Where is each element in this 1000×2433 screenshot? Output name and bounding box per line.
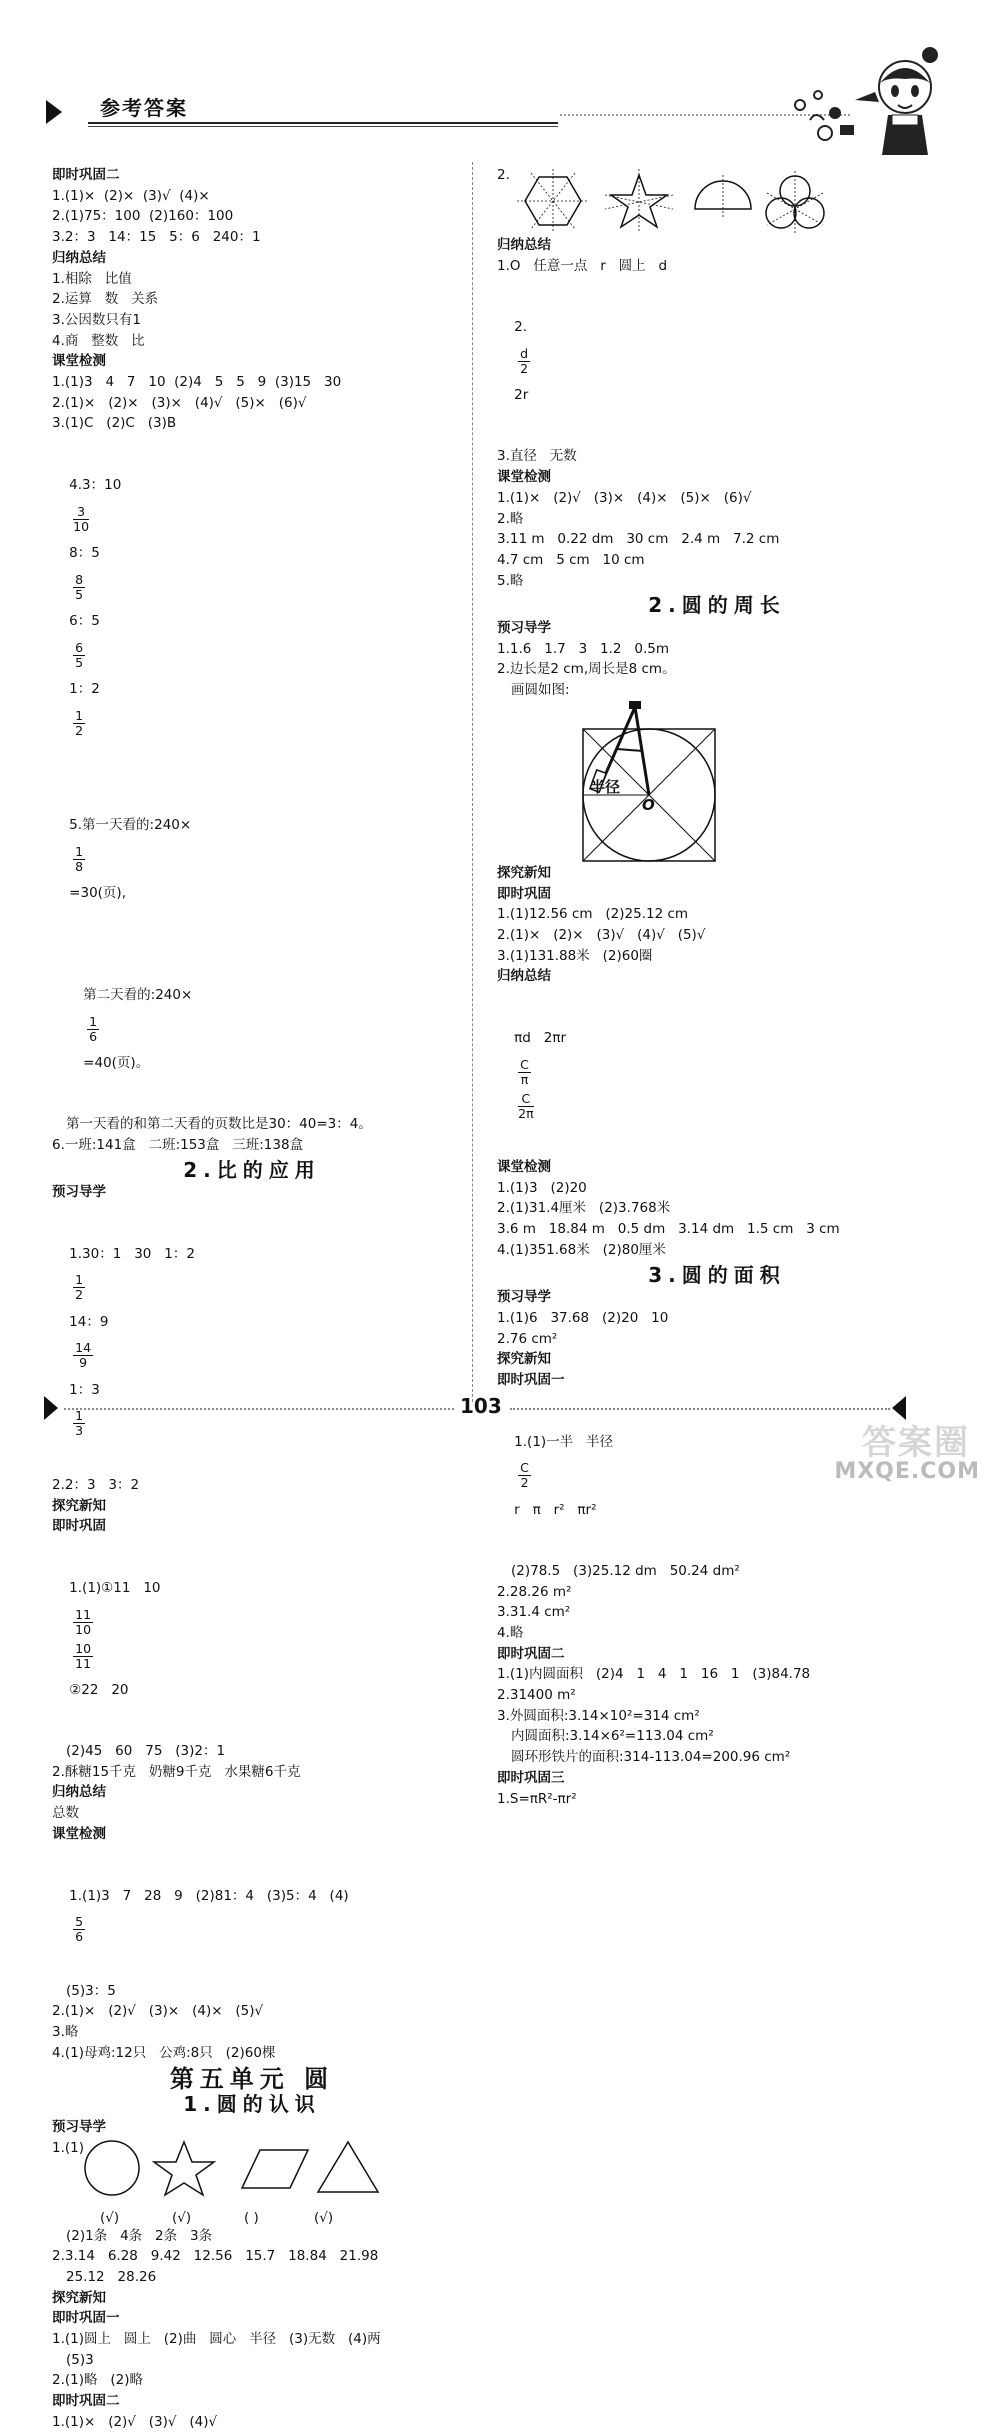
answer-line: 2.28.26 m² xyxy=(497,1583,572,1600)
fraction: $\frac{8}{5}$ xyxy=(75,571,84,602)
answer-text: 1.(1)3 7 28 9 (2)81：4 (3)5：4 (4) xyxy=(69,1887,349,1904)
left-column xyxy=(52,165,452,2433)
answer-line: 1.相除 比值 xyxy=(52,270,132,287)
answer-line: 1.(1)6 37.68 (2)20 10 xyxy=(497,1309,669,1326)
answer-line: 3.31.4 cm² xyxy=(497,1604,571,1621)
answer-line: (5)3 xyxy=(66,2351,94,2368)
answer-line-fractions xyxy=(52,1537,452,1741)
section-heading: 课堂检测 xyxy=(497,1159,551,1176)
answer-line: 4.(1)母鸡:12只 公鸡:8只 (2)60棵 xyxy=(52,2044,276,2061)
answer-text: 1.(1)一半 半径 xyxy=(514,1433,614,1450)
answer-line: (2)78.5 (3)25.12 dm 50.24 dm² xyxy=(511,1562,740,1579)
answer-text: =40(页)。 xyxy=(83,1055,150,1072)
section-heading: 即时巩固二 xyxy=(497,1645,565,1662)
answer-text: 2r xyxy=(514,387,529,404)
answer-line: 3.11 m 0.22 dm 30 cm 2.4 m 7.2 cm xyxy=(497,531,780,548)
answer-line: 2.3.14 6.28 9.42 12.56 15.7 18.84 21.98 xyxy=(52,2248,379,2265)
answer-line: 1.(1)12.56 cm (2)25.12 cm xyxy=(497,906,689,923)
figure-row xyxy=(497,165,937,235)
fraction: $\frac{1}{6}$ xyxy=(89,1013,98,1044)
answer-line: 第一天看的和第二天看的页数比是30：40=3：4。 xyxy=(66,1116,372,1133)
fraction: $\frac{1}{3}$ xyxy=(75,1408,84,1439)
answer-line: 4.商 整数 比 xyxy=(52,332,145,349)
header-rule-thin xyxy=(88,126,558,127)
header-title: 参考答案 xyxy=(100,96,188,120)
answer-line-fractions xyxy=(52,774,452,944)
shape-marks xyxy=(52,2208,452,2226)
answer-line: 2.运算 数 关系 xyxy=(52,291,159,308)
answer-line: 画圆如图: xyxy=(511,682,570,699)
mark: ( ) xyxy=(244,2209,259,2226)
answer-line: 25.12 28.26 xyxy=(66,2268,157,2285)
answer-text: 14：9 xyxy=(69,1313,109,1330)
answer-line: (2)45 60 75 (3)2：1 xyxy=(66,1743,226,1760)
answer-text: 1：3 xyxy=(69,1381,100,1398)
answer-line: 6.一班:141盒 二班:153盒 三班:138盒 xyxy=(52,1136,304,1153)
section-heading: 归纳总结 xyxy=(497,968,551,985)
answer-line: 2.2：3 3：2 xyxy=(52,1476,140,1493)
fraction: $\frac{1}{2}$ xyxy=(75,707,84,738)
section-heading: 课堂检测 xyxy=(52,1825,106,1842)
section-heading: 归纳总结 xyxy=(497,237,551,253)
triangle-shape xyxy=(318,2142,378,2192)
section-heading: 预习导学 xyxy=(497,620,551,637)
answer-line-fractions xyxy=(52,1845,452,1981)
answer-text: ②22 20 xyxy=(69,1682,129,1699)
page-header xyxy=(40,92,840,128)
answer-line: 2.(1)31.4厘米 (2)3.768米 xyxy=(497,1200,671,1217)
section-heading: 即时巩固二 xyxy=(52,167,120,183)
section-heading: 即时巩固二 xyxy=(52,2393,120,2410)
section-title: 2.比的应用 xyxy=(183,1157,321,1182)
radius-label: 半径 xyxy=(590,777,621,796)
answer-line: 2.(1)× (2)× (3)× (4)√ (5)× (6)√ xyxy=(52,394,307,411)
answer-line-fractions xyxy=(497,987,937,1157)
answer-text: 1.30：1 30 1：2 xyxy=(69,1245,195,1262)
answer-text: 8：5 xyxy=(69,545,100,562)
mark: (√) xyxy=(100,2209,120,2226)
answer-text: 2. xyxy=(514,319,528,336)
section-heading: 探究新知 xyxy=(52,1497,106,1514)
fraction: $\frac{14}{9}$ xyxy=(75,1340,92,1371)
answer-line: 3.(1)131.88米 (2)60圈 xyxy=(497,947,653,964)
section-heading: 探究新知 xyxy=(497,1351,551,1368)
mark: (√) xyxy=(314,2209,334,2226)
column-divider xyxy=(472,162,473,1402)
compass-top-icon xyxy=(629,701,641,709)
footer-dotted-rule xyxy=(510,1408,890,1410)
section-title: 3.圆的面积 xyxy=(648,1262,786,1287)
fraction: $\frac{3}{10}$ xyxy=(73,503,90,534)
section-heading: 课堂检测 xyxy=(52,353,106,370)
answer-line: 1.(1)× (2)√ (3)× (4)× (5)× (6)√ xyxy=(497,489,752,506)
answer-text: 1.(1) xyxy=(52,2139,85,2156)
answer-line: 2.31400 m² xyxy=(497,1687,576,1704)
fraction: $\frac{11}{10}$ xyxy=(75,1606,92,1637)
answer-text: 第二天看的:240× xyxy=(83,987,193,1004)
answer-text: =30(页), xyxy=(69,885,126,902)
header-rule xyxy=(88,122,558,124)
answer-text: 2. xyxy=(497,167,510,183)
unit-title: 第五单元 圆 xyxy=(169,2064,335,2094)
fraction: $\frac{5}{6}$ xyxy=(75,1914,84,1945)
answer-line: 3.2：3 14：15 5：6 240：1 xyxy=(52,229,261,246)
answer-line: 1.O 任意一点 r 圆上 d xyxy=(497,257,668,274)
header-triangle-icon xyxy=(46,100,62,124)
fraction: $\frac{C}{2}$ xyxy=(520,1460,529,1491)
answer-line: 1.S=πR²-πr² xyxy=(497,1790,577,1807)
answer-line: 1.(1)3 4 7 10 (2)4 5 5 9 (3)15 30 xyxy=(52,374,342,391)
circle-shape xyxy=(85,2141,139,2195)
section-heading: 探究新知 xyxy=(497,864,551,881)
answer-line: 3.直径 无数 xyxy=(497,448,577,465)
answer-line: 3.略 xyxy=(52,2023,79,2040)
answer-text: 6：5 xyxy=(69,613,100,630)
section-heading: 预习导学 xyxy=(52,1184,106,1201)
star-shape xyxy=(154,2142,214,2195)
watermark-text: 答案圈 xyxy=(862,1423,970,1463)
answer-line: 1.(1)× (2)√ (3)√ (4)√ xyxy=(52,2413,218,2430)
answer-line: 4.7 cm 5 cm 10 cm xyxy=(497,551,645,568)
compass-figure xyxy=(497,701,937,863)
watermark-url: MXQE.COM xyxy=(834,1459,980,1484)
circle-shape xyxy=(766,198,796,228)
page-number: 103 xyxy=(460,1394,502,1418)
section-title: 1.圆的认识 xyxy=(183,2092,321,2117)
answer-line: 圆环形铁片的面积:314-113.04=200.96 cm² xyxy=(511,1749,791,1766)
section-heading: 归纳总结 xyxy=(52,1784,106,1801)
answer-line: (2)1条 4条 2条 3条 xyxy=(66,2227,213,2244)
fraction: $\frac{6}{5}$ xyxy=(75,639,84,670)
answer-line: 3.(1)C (2)C (3)B xyxy=(52,415,177,432)
answer-line: 1.1.6 1.7 3 1.2 0.5m xyxy=(497,640,669,657)
answer-line: 3.外圆面积:3.14×10²=314 cm² xyxy=(497,1707,700,1724)
answer-line: 2.(1)略 (2)略 xyxy=(52,2372,143,2389)
section-heading: 预习导学 xyxy=(52,2118,106,2135)
fraction: $\frac{1}{2}$ xyxy=(75,1272,84,1303)
fraction: $\frac{1}{8}$ xyxy=(75,843,84,874)
answer-line: 2.(1)75：100 (2)160：100 xyxy=(52,208,234,225)
fraction: $\frac{10}{11}$ xyxy=(75,1640,92,1671)
mark: (√) xyxy=(172,2209,192,2226)
section-heading: 归纳总结 xyxy=(52,249,106,266)
right-column xyxy=(497,165,937,1809)
answer-text: 1：2 xyxy=(69,681,100,698)
section-heading: 即时巩固一 xyxy=(52,2310,120,2327)
section-heading: 即时巩固一 xyxy=(497,1372,565,1389)
center-label: O xyxy=(642,795,655,814)
answer-line: 3.6 m 18.84 m 0.5 dm 3.14 dm 1.5 cm 3 cm xyxy=(497,1221,840,1238)
fraction: $\frac{d}{2}$ xyxy=(520,345,529,376)
footer-left-triangle-icon xyxy=(44,1396,58,1420)
mascot-girl-icon xyxy=(780,45,940,160)
answer-line: (5)3：5 xyxy=(66,1982,116,1999)
watermark-logo xyxy=(740,1415,980,1485)
answer-line-fractions xyxy=(497,276,937,446)
answer-line: 1.(1)内圆面积 (2)4 1 4 1 16 1 (3)84.78 xyxy=(497,1666,811,1683)
answer-text: 4.3：10 xyxy=(69,477,122,494)
answer-line: 2.76 cm² xyxy=(497,1330,558,1347)
answer-text: 5.第一天看的:240× xyxy=(69,817,192,834)
answer-line: 2.略 xyxy=(497,510,524,527)
section-title: 2.圆的周长 xyxy=(648,593,786,618)
answer-line: 4.(1)351.68米 (2)80厘米 xyxy=(497,1241,666,1258)
symmetry-figures xyxy=(517,169,857,239)
answer-line: 1.(1)圆上 圆上 (2)曲 圆心 半径 (3)无数 (4)两 xyxy=(52,2331,381,2348)
section-heading: 即时巩固 xyxy=(52,1518,106,1535)
answer-line: 4.略 xyxy=(497,1624,524,1641)
answer-line: 2.边长是2 cm,周长是8 cm。 xyxy=(497,661,676,678)
answer-line: 1.(1)× (2)× (3)√ (4)× xyxy=(52,187,210,204)
section-heading: 课堂检测 xyxy=(497,469,551,486)
answer-line: 2.(1)× (2)√ (3)× (4)× (5)√ xyxy=(52,2003,264,2020)
answer-text: πd 2πr xyxy=(514,1030,567,1047)
answer-line: 总数 xyxy=(52,1805,79,1822)
answer-line: 内圆面积:3.14×6²=113.04 cm² xyxy=(511,1728,714,1745)
answer-line: 1.(1)3 (2)20 xyxy=(497,1179,587,1196)
answer-line: 2.酥糖15千克 奶糖9千克 水果糖6千克 xyxy=(52,1763,301,1780)
answer-text: r π r² πr² xyxy=(514,1501,597,1518)
fraction: $\frac{C}{\pi}$ xyxy=(520,1056,529,1087)
answer-line: 2.(1)× (2)× (3)√ (4)√ (5)√ xyxy=(497,926,706,943)
parallelogram-shape xyxy=(242,2150,308,2188)
section-heading: 预习导学 xyxy=(497,1289,551,1306)
footer-dotted-rule xyxy=(64,1408,454,1410)
answer-line-fractions xyxy=(52,944,452,1114)
section-heading: 即时巩固 xyxy=(497,885,551,902)
section-heading: 即时巩固三 xyxy=(497,1769,565,1786)
answer-line-fractions xyxy=(52,1203,452,1475)
shape-row xyxy=(52,2138,452,2208)
circle-shape xyxy=(794,198,824,228)
answer-text: 1.(1)①11 10 xyxy=(69,1580,161,1597)
answer-line: 5.略 xyxy=(497,572,524,589)
answer-line: 3.公因数只有1 xyxy=(52,311,141,328)
answer-line-fractions xyxy=(52,434,452,774)
shapes-figure xyxy=(82,2138,382,2198)
section-heading: 探究新知 xyxy=(52,2289,106,2306)
fraction: $\frac{C}{2\pi}$ xyxy=(518,1090,534,1121)
